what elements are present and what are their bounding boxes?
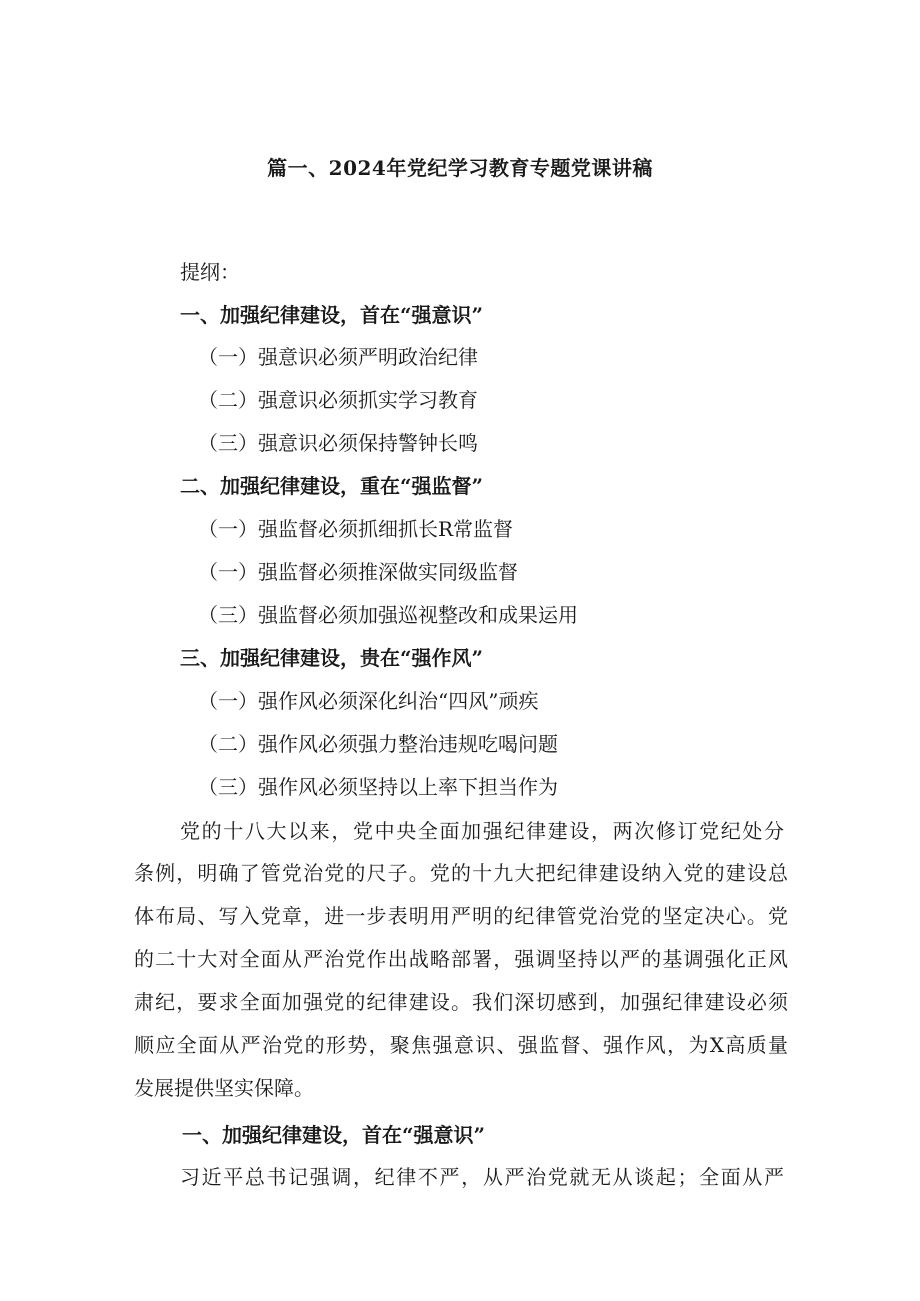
outline-item: （一）强作风必须深化纠治“四风”顽疾 [198,689,539,713]
paragraph-line: 肃纪，要求全面加强党的纪律建设。我们深切感到，加强纪律建设必须 [134,990,788,1014]
document-title: 篇一、2024年党纪学习教育专题党课讲稿 [267,156,653,180]
body-heading: 一、加强纪律建设，首在“强意识” [182,1123,486,1147]
outline-item: （一）强意识必须严明政治纪律 [198,345,478,369]
outline-item: （一）强监督必须抓细抓长R常监督 [198,517,514,541]
outline-item: （三）强作风必须坚持以上率下担当作为 [198,775,558,799]
paragraph-line: 条例，明确了管党治党的尺子。党的十九大把纪律建设纳入党的建设总 [134,861,788,885]
outline-item: （二）强作风必须强力整治违规吃喝问题 [198,732,558,756]
outline-label: 提纲： [180,260,240,284]
outline-heading-3: 三、加强纪律建设，贵在“强作风” [180,646,484,670]
outline-heading-2: 二、加强纪律建设，重在“强监督” [180,474,484,498]
outline-item: （二）强意识必须抓实学习教育 [198,388,478,412]
outline-item: （三）强意识必须保持警钟长鸣 [198,431,478,455]
paragraph-line: 的二十大对全面从严治党作出战略部署，强调坚持以严的基调强化正风 [134,947,788,971]
outline-item: （一）强监督必须推深做实同级监督 [198,560,518,584]
paragraph-line: 习近平总书记强调，纪律不严，从严治党就无从谈起；全面从严 [180,1165,784,1189]
paragraph-line: 体布局、写入党章，进一步表明用严明的纪律管党治党的坚定决心。党 [134,904,788,928]
paragraph-line: 党的十八大以来，党中央全面加强纪律建设，两次修订党纪处分 [180,819,784,843]
outline-item: （三）强监督必须加强巡视整改和成果运用 [198,603,578,627]
outline-heading-1: 一、加强纪律建设，首在“强意识” [180,303,484,327]
paragraph-line: 发展提供坚实保障。 [134,1076,314,1100]
paragraph-line: 顺应全面从严治党的形势，聚焦强意识、强监督、强作风，为X高质量 [134,1033,788,1057]
